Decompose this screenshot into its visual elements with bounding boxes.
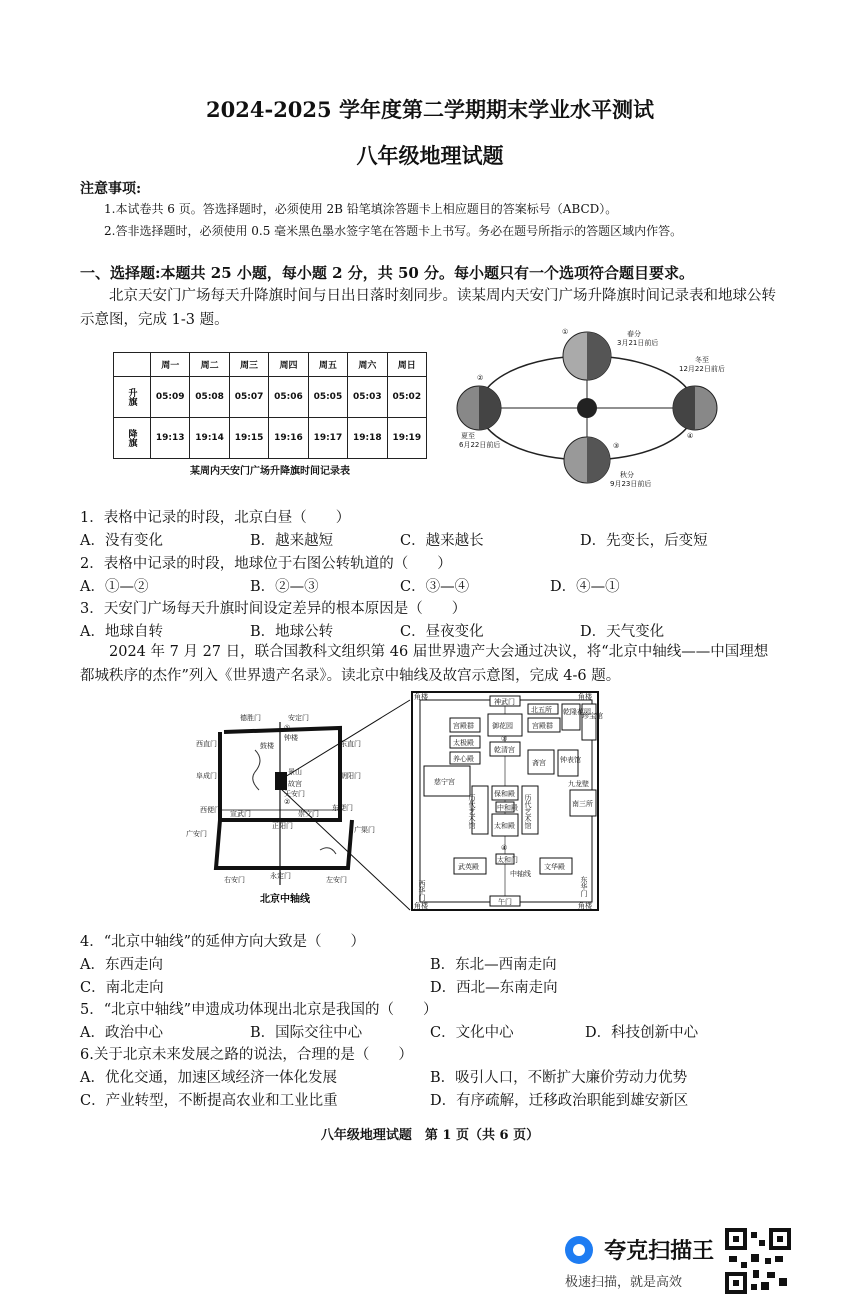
palace-label: 历代艺术馆 [524,794,532,829]
gate-label: 崇文门 [298,810,319,818]
palace-marker-4: ④ [501,844,508,852]
gate-label: 西便门 [200,806,221,814]
axis-map-caption: 北京中轴线 [260,894,310,905]
q3-option-d: D．天气变化 [580,624,665,640]
day-header: 周二 [190,353,229,377]
table-cell: 05:06 [269,377,308,418]
q5-option-b: B．国际交往中心 [250,1025,363,1041]
gate-label: 阜成门 [196,772,217,780]
map-label: 故宫 [288,780,302,788]
map-label: 鼓楼 [260,742,274,750]
label-summer-date: 6月22日前后 [459,441,501,449]
gate-label: 朝阳门 [340,772,361,780]
question-6: 6.关于北京未来发展之路的说法，合理的是（ ） [80,1047,413,1063]
q1-option-a: A．没有变化 [80,533,163,549]
question-1: 1．表格中记录的时段，北京白昼（ ） [80,510,351,526]
orbit-marker-1: ① [562,328,569,336]
palace-label: 九龙壁 [568,780,589,788]
palace-label: 南三所 [572,800,593,808]
palace-label: 武英殿 [458,863,479,871]
table-cell: 19:15 [229,418,268,459]
central-axis-map [180,700,410,910]
gate-label: 左安门 [326,876,347,884]
section-heading: 一、选择题:本题共 25 小题，每小题 2 分，共 50 分。每小题只有一个选项符合题目要求。 [80,264,695,282]
palace-label: 西华门 [418,880,426,901]
question-3: 3．天安门广场每天升旗时间设定差异的根本原因是（ ） [80,601,467,617]
map-label: 钟楼 [284,734,298,742]
question-5: 5．“北京中轴线”申遗成功体现出北京是我国的（ ） [80,1002,438,1018]
q3-option-a: A．地球自转 [80,624,163,640]
palace-label: 角楼 [414,693,428,701]
gate-label: 宣武门 [230,810,251,818]
q2-option-d: D．④—① [550,579,620,595]
palace-label: 宫殿群 [453,722,474,730]
label-spring-date: 3月21日前后 [617,339,659,347]
q4-option-c: C．南北走向 [80,980,164,996]
palace-label: 珍宝馆 [582,712,603,720]
palace-label: 北五所 [531,706,552,714]
q6-option-d: D．有序疏解，迁移政治职能到雄安新区 [430,1093,689,1109]
gate-label: 正阳门 [272,822,293,830]
q3-option-c: C．昼夜变化 [400,624,484,640]
forbidden-city-map [410,690,603,912]
palace-label: 慈宁宫 [434,778,455,786]
orbit-marker-2: ② [477,374,484,382]
exam-subtitle: 八年级地理试题 [356,143,504,168]
palace-label: 角楼 [414,902,428,910]
palace-label: 文华殿 [544,863,565,871]
palace-label: 中轴线 [510,870,531,878]
day-header: 周五 [308,353,347,377]
label-spring: 春分 [627,330,641,338]
palace-label: 角楼 [578,902,592,910]
q2-option-b: B．②—③ [250,579,319,595]
intro-paragraph-1: 北京天安门广场每天升降旗时间与日出日落时刻同步。读某周内天安门广场升降旗时间记录表和地球公转示意图，完成 1-3 题。 [80,288,776,328]
brand-slogan: 极速扫描，就是高效 [565,1275,683,1290]
q1-option-c: C．越来越长 [400,533,484,549]
day-header: 周六 [348,353,387,377]
palace-label: 乾隆花园 [563,708,591,716]
q1-option-b: B．越来越短 [250,533,334,549]
palace-label: 神武门 [494,698,515,706]
qr-code-icon [725,1228,791,1294]
note-item-2: 2.答非选择题时，必须使用 0.5 毫米黑色墨水签字笔在答题卡上书写。务必在题号所指示的答题区域内作答。 [104,224,683,238]
palace-label: 太和殿 [494,822,515,830]
q4-option-b: B．东北—西南走向 [430,957,557,973]
question-2: 2．表格中记录的时段，地球位于右图公转轨道的（ ） [80,556,452,572]
palace-label: 御花园 [492,722,513,730]
scanner-watermark [565,1234,714,1290]
label-autumn: 秋分 [620,471,634,479]
gate-label: 广渠门 [354,826,375,834]
q5-option-d: D．科技创新中心 [585,1025,699,1041]
palace-label: 中和殿 [497,804,518,812]
gate-label: 广安门 [186,830,207,838]
gate-label: 东直门 [340,740,361,748]
gate-label: 永定门 [270,872,291,880]
notes-heading: 注意事项: [80,181,142,197]
gate-label: 东便门 [332,804,353,812]
row-label: 降旗 [114,418,151,459]
row-label: 升旗 [114,377,151,418]
scanner-logo-icon [565,1236,593,1264]
table-cell: 19:19 [387,418,426,459]
table-cell: 19:17 [308,418,347,459]
palace-marker-3: ③ [501,735,508,743]
palace-label: 保和殿 [494,790,515,798]
question-4: 4．“北京中轴线”的延伸方向大致是（ ） [80,934,366,950]
table-cell: 05:03 [348,377,387,418]
palace-label: 午门 [498,898,512,906]
table-cell: 05:02 [387,377,426,418]
palace-label: 斋宫 [532,759,546,767]
table-cell: 19:16 [269,418,308,459]
q1-option-d: D．先变长，后变短 [580,533,708,549]
gate-label: 德胜门 [240,714,261,722]
palace-label: 养心殿 [453,755,474,763]
q4-option-d: D．西北—东南走向 [430,980,558,996]
palace-label: 角楼 [578,693,592,701]
gate-label: 西直门 [196,740,217,748]
page-footer: 八年级地理试题 第 1 页（共 6 页） [320,1128,540,1143]
q3-option-b: B．地球公转 [250,624,334,640]
q6-option-b: B．吸引人口，不断扩大廉价劳动力优势 [430,1070,688,1086]
palace-label: 乾清宫 [494,746,515,754]
axis-marker-2: ② [284,798,291,806]
table-cell: 05:07 [229,377,268,418]
intro-paragraph-2: 2024 年 7 月 27 日，联合国教科文组织第 46 届世界遗产大会通过决议，将“北京中轴线——中国理想都城秩序的杰作”列入《世界遗产名录》。读北京中轴线及故宫示意图，完成 4-6 题。 [80,644,769,684]
q5-option-a: A．政治中心 [80,1025,163,1041]
table-cell: 19:18 [348,418,387,459]
sun-icon [577,398,597,418]
palace-label: 宫殿群 [532,722,553,730]
palace-label: 历代艺术馆 [468,794,476,829]
map-label: 天安门 [284,790,305,798]
note-item-1: 1.本试卷共 6 页。答选择题时，必须使用 2B 铅笔填涂答题卡上相应题目的答案标号（ABCD）。 [104,202,618,216]
q2-option-a: A．①—② [80,579,149,595]
day-header: 周日 [387,353,426,377]
axis-marker-1: ① [284,724,291,732]
day-header: 周一 [151,353,190,377]
orbit-marker-3: ③ [613,442,620,450]
label-summer: 夏至 [461,432,475,440]
q6-option-a: A．优化交通，加速区域经济一体化发展 [80,1070,337,1086]
brand-name: 夸克扫描王 [604,1239,715,1264]
palace-label: 太和门 [497,856,518,864]
exam-title: 2024-2025 学年度第二学期期末学业水平测试 [206,97,654,122]
gate-label: 安定门 [288,714,309,722]
day-header: 周四 [269,353,308,377]
table-cell: 19:14 [190,418,229,459]
palace-label: 东华门 [580,876,588,897]
table-cell: 05:05 [308,377,347,418]
q2-option-c: C．③—④ [400,579,470,595]
q5-option-c: C．文化中心 [430,1025,514,1041]
gate-label: 右安门 [224,876,245,884]
orbit-marker-4: ④ [687,432,694,440]
table-cell: 19:13 [151,418,190,459]
palace-label: 太极殿 [453,739,474,747]
palace-label: 钟表馆 [560,756,581,764]
map-label: 景山 [288,768,302,776]
flag-time-table [113,352,427,477]
q4-option-a: A．东西走向 [80,957,163,973]
earth-orbit-diagram [455,322,745,492]
day-header: 周三 [229,353,268,377]
label-autumn-date: 9月23日前后 [610,480,652,488]
table-cell: 05:08 [190,377,229,418]
table-cell: 05:09 [151,377,190,418]
q6-option-c: C．产业转型，不断提高农业和工业比重 [80,1093,338,1109]
table-caption: 某周内天安门广场升降旗时间记录表 [190,466,350,477]
label-winter: 冬至 [695,356,709,364]
label-winter-date: 12月22日前后 [679,365,725,373]
